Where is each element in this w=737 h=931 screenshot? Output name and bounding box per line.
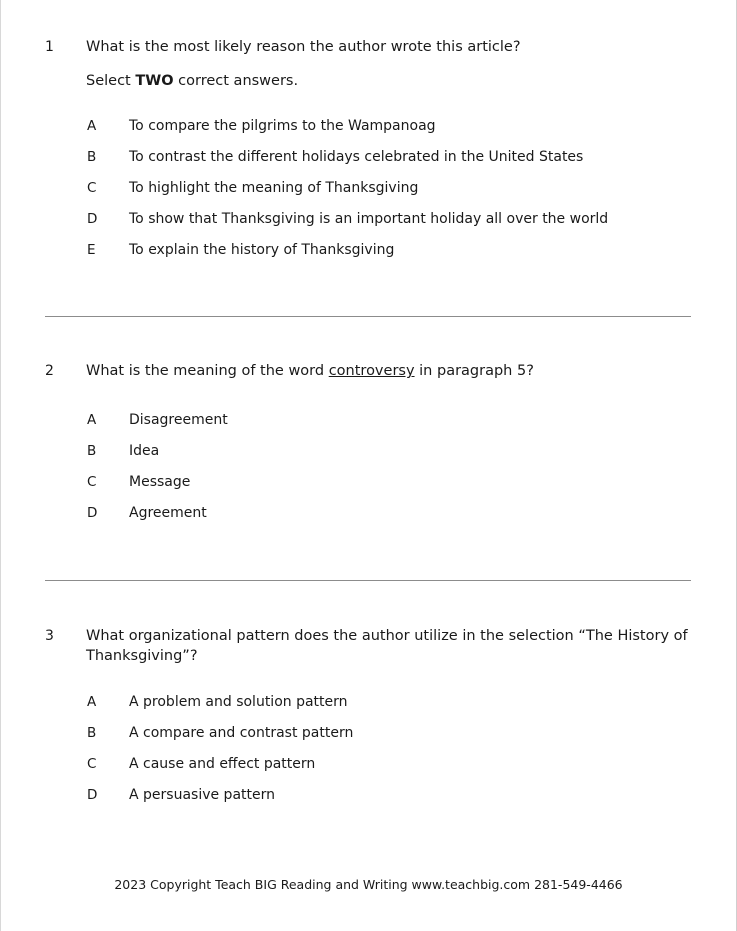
question-2-prompt-row	[45, 361, 691, 381]
option-text: To show that Thanksgiving is an important holiday all over the world	[129, 211, 609, 227]
option-letter: A	[87, 694, 97, 710]
option-text: A cause and effect pattern	[129, 756, 316, 772]
question-2-prompt-prefix: What is the meaning of the word	[86, 363, 329, 379]
question-1-instruction-prefix: Select	[86, 73, 136, 89]
option-letter: B	[87, 725, 97, 741]
question-1-instruction	[86, 71, 691, 91]
question-block-2	[45, 317, 691, 534]
question-2-options	[45, 410, 691, 534]
option-letter: C	[87, 474, 97, 490]
question-block-1	[45, 0, 691, 271]
option-letter: C	[87, 756, 97, 772]
option-row[interactable]	[45, 754, 691, 785]
question-1-prompt-row	[45, 37, 691, 57]
question-2-vocabulary-word: controversy	[328, 363, 415, 379]
option-text: To compare the pilgrims to the Wampanoag	[129, 118, 436, 134]
option-letter: B	[87, 149, 97, 165]
option-letter: C	[87, 180, 97, 196]
option-text: Disagreement	[129, 412, 228, 428]
option-text: Message	[129, 474, 191, 490]
page-footer: 2023 Copyright Teach BIG Reading and Writing www.teachbig.com 281-549-4466	[114, 877, 623, 892]
option-letter: D	[87, 787, 98, 803]
question-1-instruction-suffix: correct answers.	[173, 73, 299, 89]
option-row[interactable]	[45, 410, 691, 441]
option-text: A compare and contrast pattern	[129, 725, 354, 741]
option-letter: E	[87, 242, 96, 258]
option-row[interactable]	[45, 116, 691, 147]
question-2-prompt	[86, 361, 691, 381]
option-letter: B	[87, 443, 97, 459]
question-1-instruction-emphasis: TWO	[135, 73, 174, 89]
option-text: Idea	[129, 443, 160, 459]
question-1-number: 1	[45, 39, 54, 55]
option-text: To explain the history of Thanksgiving	[129, 242, 395, 258]
question-3-number: 3	[45, 628, 54, 644]
option-row[interactable]	[45, 472, 691, 503]
option-letter: D	[87, 211, 98, 227]
option-row[interactable]	[45, 178, 691, 209]
option-row[interactable]	[45, 441, 691, 472]
option-letter: D	[87, 505, 98, 521]
option-text: To contrast the different holidays celebrated in the United States	[129, 149, 584, 165]
option-text: Agreement	[129, 505, 207, 521]
option-text: A problem and solution pattern	[129, 694, 348, 710]
option-text: To highlight the meaning of Thanksgiving	[129, 180, 419, 196]
option-row[interactable]	[45, 692, 691, 723]
question-2-prompt-suffix: in paragraph 5?	[414, 363, 534, 379]
option-row[interactable]	[45, 240, 691, 271]
question-2-number: 2	[45, 363, 54, 379]
option-text: A persuasive pattern	[129, 787, 276, 803]
question-1-prompt: What is the most likely reason the author wrote this article?	[86, 39, 521, 55]
question-3-options	[45, 692, 691, 816]
worksheet-content	[45, 0, 691, 816]
option-row[interactable]	[45, 503, 691, 534]
option-row[interactable]	[45, 723, 691, 754]
question-3-prompt: What organizational pattern does the author utilize in the selection “The History of Thanksgiving”?	[86, 628, 688, 664]
question-3-prompt-row	[45, 626, 691, 666]
option-row[interactable]	[45, 785, 691, 816]
option-row[interactable]	[45, 209, 691, 240]
question-1-options	[45, 116, 691, 271]
option-letter: A	[87, 412, 97, 428]
question-block-3	[45, 581, 691, 816]
option-row[interactable]	[45, 147, 691, 178]
option-letter: A	[87, 118, 97, 134]
